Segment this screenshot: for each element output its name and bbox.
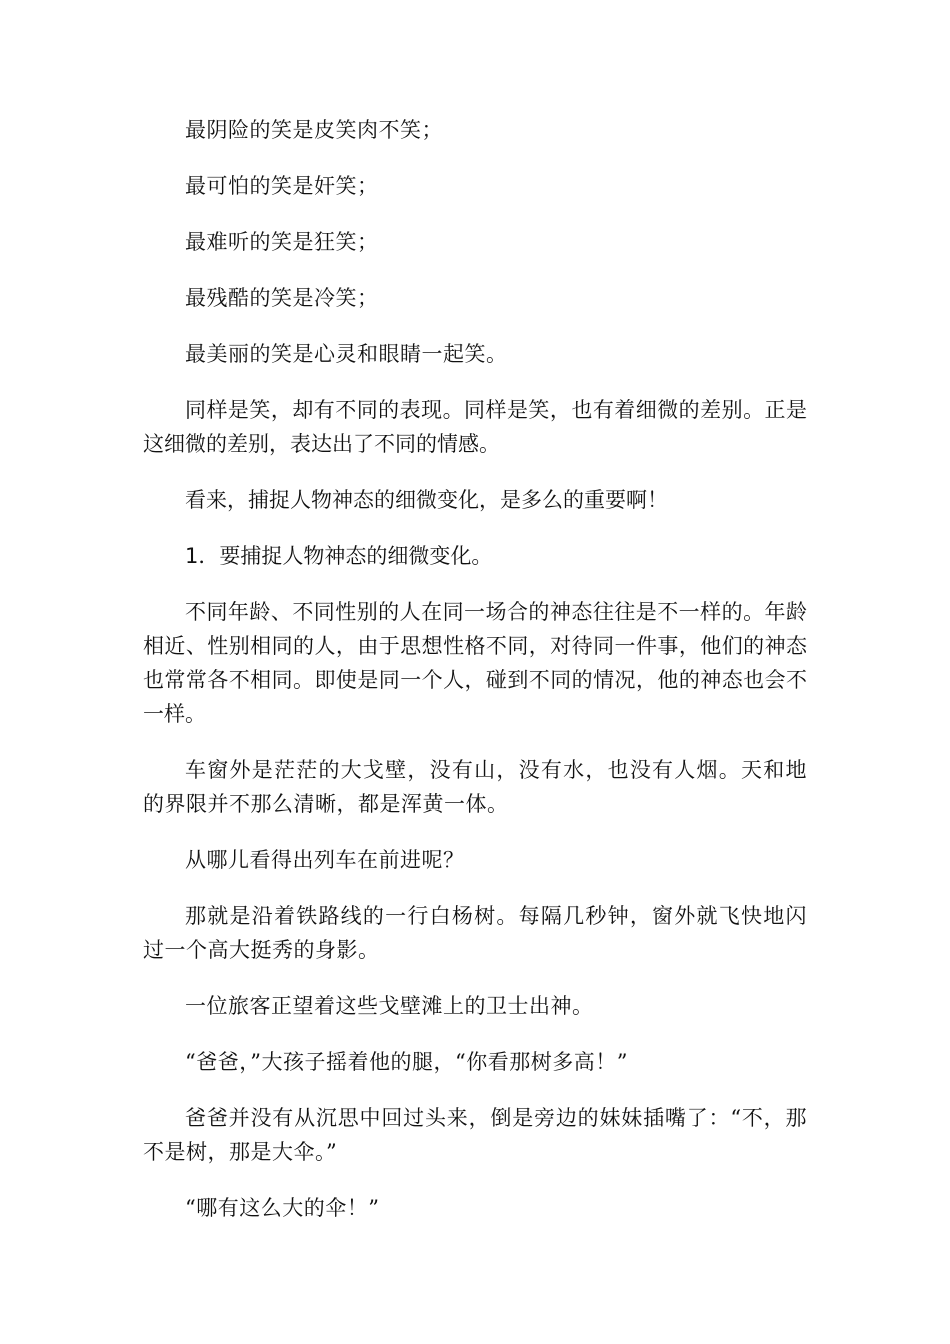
paragraph-sister-interrupts: 爸爸并没有从沉思中回过头来，倒是旁边的妹妹插嘴了：“不，那不是树，那是大伞。” — [143, 1106, 807, 1164]
paragraph-umbrella: “哪有这么大的伞！” — [185, 1196, 380, 1220]
paragraph-cruel-smile: 最残酷的笑是冷笑； — [185, 286, 379, 310]
paragraph-gobi-window: 车窗外是茫茫的大戈壁，没有山，没有水，也没有人烟。天和地的界限并不那么清晰，都是浑黄一体。 — [143, 758, 807, 816]
document-body — [143, 113, 807, 1247]
paragraph-scary-smile: 最可怕的笑是奸笑； — [185, 174, 379, 198]
paragraph-beautiful-smile: 最美丽的笑是心灵和眼睛一起笑。 — [185, 342, 508, 366]
section-heading-1: 1．要捕捉人物神态的细微变化。 — [185, 544, 493, 568]
paragraph-importance: 看来，捕捉人物神态的细微变化，是多么的重要啊！ — [185, 488, 668, 512]
paragraph-same-smile: 同样是笑，却有不同的表现。同样是笑，也有着细微的差别。正是这细微的差别，表达出了不同的情感。 — [143, 398, 807, 456]
paragraph-sinister-smile: 最阴险的笑是皮笑肉不笑； — [185, 118, 443, 142]
paragraph-traveler: 一位旅客正望着这些戈壁滩上的卫士出神。 — [185, 994, 594, 1018]
paragraph-train-question: 从哪儿看得出列车在前进呢？ — [185, 848, 465, 872]
paragraph-unpleasant-laugh: 最难听的笑是狂笑； — [185, 230, 379, 254]
paragraph-poplar-trees: 那就是沿着铁路线的一行白杨树。每隔几秒钟，窗外就飞快地闪过一个高大挺秀的身影。 — [143, 904, 807, 962]
paragraph-expression-differences: 不同年龄、不同性别的人在同一场合的神态往往是不一样的。年龄相近、性别相同的人，由于思想性格不同，对待同一件事，他们的神态也常常各不相同。即使是同一个人，碰到不同的情况，他的神态也会不一样。 — [143, 600, 807, 726]
paragraph-child-dialogue: “爸爸，”大孩子摇着他的腿，“你看那树多高！” — [185, 1050, 628, 1074]
